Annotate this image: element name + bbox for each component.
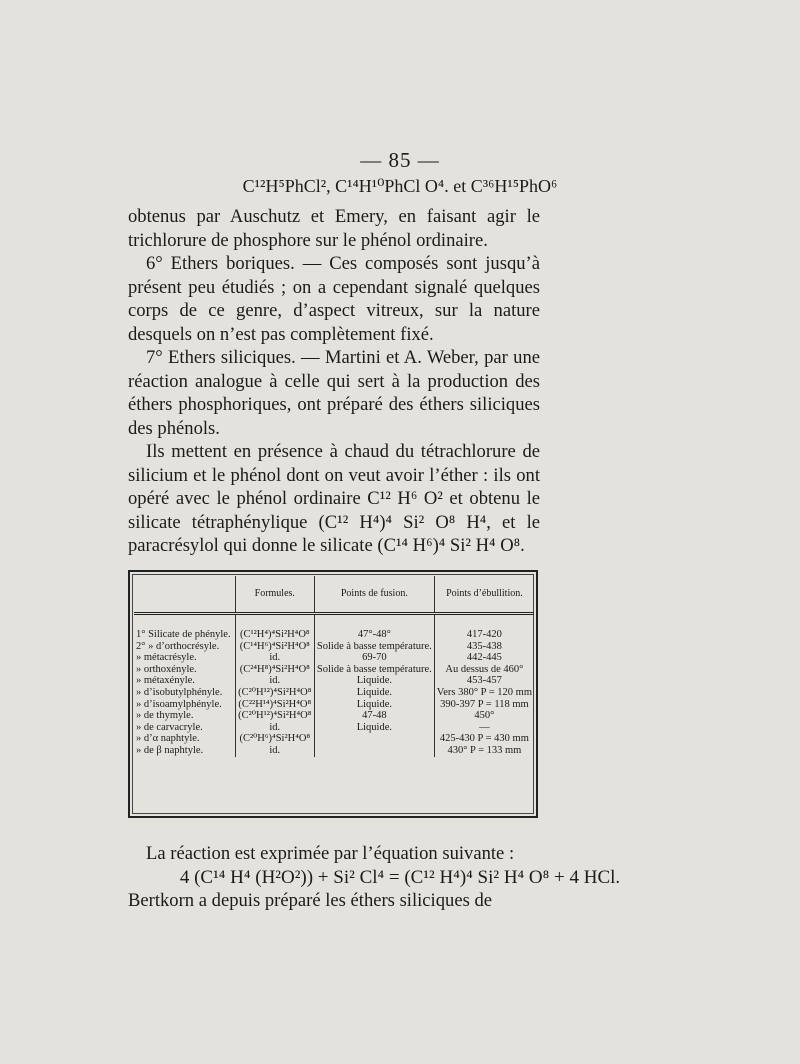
formula-line: C¹²H⁵PhCl², C¹⁴H¹⁰PhCl O⁴. et C³⁶H¹⁵PhO⁶ — [242, 176, 558, 196]
table-cell: Solide à basse température. — [314, 641, 434, 653]
table-cell: » de carvacryle. — [134, 722, 235, 734]
closing-text-2 — [128, 889, 540, 913]
table-cell: — — [479, 721, 490, 733]
table-cell: (C²²H¹⁴)⁴Si²H⁴O⁸ — [235, 699, 314, 711]
table-row — [134, 614, 534, 641]
table-cell: Solide à basse température. — [314, 664, 434, 676]
table-row — [134, 722, 534, 734]
table-cell: Liquide. — [314, 722, 434, 734]
closing-line-1: La réaction est exprimée par l’équation suivante : — [146, 843, 515, 864]
table-cell: » d’isoamylphényle. — [134, 699, 235, 711]
table-header — [134, 576, 235, 614]
table-cell: » d’isobutylphényle. — [134, 687, 235, 699]
table-cell — [314, 745, 434, 757]
table-cell: id. — [235, 675, 314, 687]
closing-text — [128, 842, 540, 866]
table-cell: 430° P = 133 mm — [447, 744, 522, 756]
table-cell: Liquide. — [314, 675, 434, 687]
table-cell: id. — [235, 745, 314, 757]
paragraph-4: Ils mettent en présence à chaud du tétrachlorure de silicium et le phénol dont on veut avoir l’éther : ils ont opéré avec le phénol ordinaire C¹² H⁶ O² et obtenu le silicate tétraphénylique (C¹² H⁴)⁴ Si² O⁸ H⁴, et le paracrésylol qui donne le silicate (C¹⁴ H⁶)⁴ Si² H⁴ O⁸. — [128, 441, 540, 556]
table-row — [134, 699, 534, 711]
table-header: Points d’ébullition. — [434, 576, 534, 614]
table-row — [134, 664, 534, 676]
table-row — [134, 652, 534, 664]
table-cell: Liquide. — [314, 687, 434, 699]
table-cell: Vers 380° P = 120 mm — [436, 686, 532, 698]
table-row — [134, 675, 534, 687]
table-cell: » de thymyle. — [134, 710, 235, 722]
table-cell: 450° — [474, 710, 495, 722]
table-row — [134, 745, 534, 757]
table-cell: » métaxényle. — [134, 675, 235, 687]
table-cell: » d’α naphtyle. — [134, 733, 235, 745]
table-cell: 69-70 — [314, 652, 434, 664]
table-cell: 442-445 — [466, 652, 502, 664]
table-row — [134, 733, 534, 745]
page-number: — 85 — — [360, 148, 440, 172]
table-cell: 453-457 — [466, 675, 502, 687]
table-row — [134, 687, 534, 699]
table-cell: 390-397 P = 118 mm — [440, 698, 529, 710]
table-cell: 417-420 — [466, 629, 502, 640]
table-header: Formules. — [235, 576, 314, 614]
table-cell: (C²⁰H¹²)⁴Si²H⁴O⁸ — [235, 710, 314, 722]
table-cell: 2° » d’orthocrésyle. — [134, 641, 235, 653]
silicate-table — [128, 570, 538, 818]
table-cell: 425-430 P = 430 mm — [439, 733, 529, 745]
table-cell: 47-48 — [314, 710, 434, 722]
table-row — [134, 641, 534, 653]
table-cell: (C²⁰H⁶)⁴Si²H⁴O⁸ — [235, 733, 314, 745]
table-cell: 47°-48° — [314, 614, 434, 641]
table-cell — [314, 733, 434, 745]
table-cell: Liquide. — [314, 699, 434, 711]
table-cell: (C¹⁴H⁶)⁴Si²H⁴O⁸ — [235, 641, 314, 653]
paragraph-3: 7° Ethers siliciques. — Martini et A. Weber, par une réaction analogue à celle qui sert à la production des éthers phosphoriques, ont préparé des éthers siliciques des phénols. — [128, 347, 540, 439]
table-row — [134, 710, 534, 722]
table-cell: 1° Silicate de phényle. — [134, 614, 235, 641]
table-cell: 435-438 — [466, 640, 502, 652]
table-header-row — [134, 576, 534, 614]
table-cell: » métacrésyle. — [134, 652, 235, 664]
closing-line-3: Bertkorn a depuis préparé les éthers siliciques de — [128, 890, 493, 911]
table-cell: (C²⁴H⁸)⁴Si²H⁴O⁸ — [235, 664, 314, 676]
table-cell: id. — [235, 652, 314, 664]
equation: 4 (C¹⁴ H⁴ (H²O²)) + Si² Cl⁴ = (C¹² H⁴)⁴ Si² H⁴ O⁸ + 4 HCl. — [179, 867, 621, 888]
data-table — [134, 576, 534, 757]
table-cell: Au dessus de 460° — [445, 663, 524, 675]
paragraph-2: 6° Ethers boriques. — Ces composés sont jusqu’à présent peu étudiés ; on a cependant signalé quelques corps de ce genre, d’aspect vitreux, sur la nature desquels on n’est pas complètement fixé. — [128, 253, 540, 345]
table-cell: id. — [235, 722, 314, 734]
table-cell: » orthoxényle. — [134, 664, 235, 676]
table-header: Points de fusion. — [314, 576, 434, 614]
body-text — [128, 205, 540, 558]
table-cell: (C¹²H⁴)⁴Si²H⁴O⁸ — [235, 614, 314, 641]
table-cell: (C²⁰H¹²)⁴Si²H⁴O⁸ — [235, 687, 314, 699]
paragraph-1: obtenus par Auschutz et Emery, en faisant agir le trichlorure de phosphore sur le phénol ordinaire. — [128, 206, 540, 251]
table-cell: » de β naphtyle. — [134, 745, 235, 757]
